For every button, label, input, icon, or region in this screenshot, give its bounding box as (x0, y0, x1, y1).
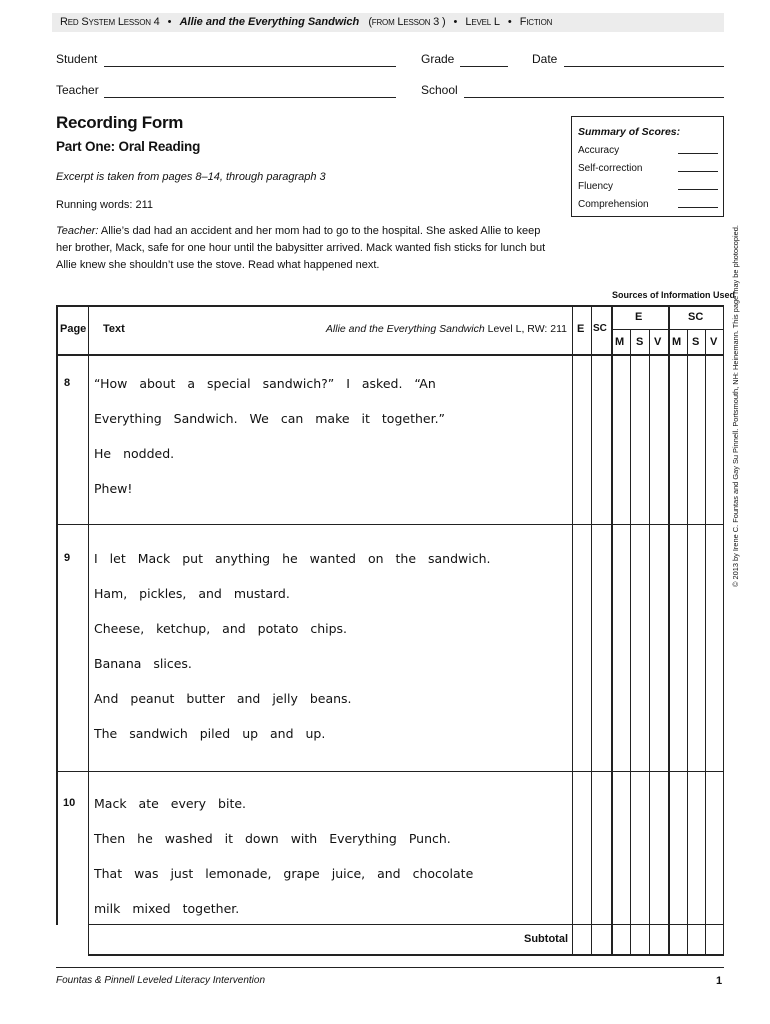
summary-row-fluency (578, 181, 718, 192)
story-line: Then he washed it down with Everything Punch. (94, 831, 451, 846)
teacher-intro (56, 223, 556, 274)
story-line: Ham, pickles, and mustard. (94, 586, 290, 601)
school-field[interactable] (464, 97, 724, 98)
table-border-left (56, 305, 58, 925)
student-field[interactable] (104, 66, 396, 67)
story-line: The sandwich piled up and up. (94, 726, 326, 741)
accuracy-score-field[interactable] (678, 153, 718, 154)
from-lesson: (from Lesson 3 ) (368, 16, 446, 28)
msv-col-divider (705, 329, 706, 955)
e-column-header: E (577, 323, 585, 335)
sources-label: Sources of Information Used (612, 290, 736, 300)
header-separator: • (507, 16, 512, 28)
date-field[interactable] (564, 66, 724, 67)
msv-col-divider (630, 329, 631, 955)
date-label: Date (532, 52, 558, 66)
book-title-header: Allie and the Everything Sandwich (325, 323, 485, 335)
msv-header-s: S (636, 336, 644, 348)
sc-column-header: SC (593, 323, 607, 334)
summary-row-label: Fluency (578, 181, 614, 192)
footer-page-number: 1 (716, 975, 723, 987)
summary-row-label: Self-correction (578, 163, 643, 174)
footer-rule (56, 967, 724, 968)
self-correction-score-field[interactable] (678, 171, 718, 172)
teacher-intro-text: Allie’s dad had an accident and her mom had to go to the hospital. She asked Allie to keep her brother, Mack, safe for one hour until the babysitter arrived. Mack wanted fish sticks for lunch but Allie knew she shouldn’t use the stove. Read what happened next. (56, 225, 546, 271)
table-border-top (56, 305, 724, 307)
summary-row-comprehension (578, 199, 718, 210)
page-col-divider (88, 305, 89, 955)
series-label: Red System Lesson 4 (60, 16, 160, 28)
copyright-notice (728, 205, 748, 587)
story-line: Cheese, ketchup, and potato chips. (94, 621, 348, 636)
teacher-field[interactable] (104, 97, 396, 98)
msv-col-divider (649, 329, 650, 955)
book-level-info: Level L, RW: 211 (487, 323, 567, 335)
story-line: I let Mack put anything he wanted on the sandwich. (94, 551, 491, 566)
e-col-divider (572, 305, 573, 955)
text-column-header: Text (103, 323, 125, 335)
sc-group-header: SC (688, 311, 704, 323)
story-line: He nodded. (94, 446, 175, 461)
summary-row-self-correction (578, 163, 718, 174)
summary-row-accuracy (578, 145, 718, 156)
footer-program: Fountas & Pinnell Leveled Literacy Intervention (56, 975, 266, 986)
msv-header-m: M (615, 336, 625, 348)
header-separator: • (453, 16, 458, 28)
comprehension-score-field[interactable] (678, 207, 718, 208)
form-title: Recording Form (56, 113, 184, 132)
msv-header-v: V (654, 336, 662, 348)
story-line: Mack ate every bite. (94, 796, 247, 811)
msv-header-m: M (672, 336, 682, 348)
page-number: 10 (63, 797, 76, 809)
row-divider (56, 524, 724, 525)
table-border-right (723, 305, 725, 955)
story-line: Everything Sandwich. We can make it together.” (94, 411, 446, 426)
page-column-header: Page (60, 323, 87, 335)
row-divider (56, 771, 724, 772)
copyright-text: © 2013 by Irene C. Fountas and Gay Su Pinnell. Portsmouth, NH: Heinemann. This page may be photocopied. (731, 225, 740, 587)
grade-label: Grade (421, 52, 455, 66)
book-level-header (326, 323, 567, 335)
fluency-score-field[interactable] (678, 189, 718, 190)
msv-group-divider (668, 305, 670, 955)
summary-of-scores (571, 116, 724, 217)
excerpt-note: Excerpt is taken from pages 8–14, through paragraph 3 (56, 171, 326, 183)
header-band (52, 13, 724, 32)
running-words: Running words: 211 (56, 199, 154, 211)
grade-field[interactable] (460, 66, 508, 67)
group-header-divider (611, 329, 724, 330)
story-line: Phew! (94, 481, 133, 496)
page-number: 8 (64, 377, 71, 389)
story-line: And peanut butter and jelly beans. (94, 691, 352, 706)
teacher-intro-label: Teacher: (56, 225, 99, 237)
recording-table (56, 305, 724, 955)
summary-row-label: Comprehension (578, 199, 649, 210)
story-line: That was just lemonade, grape juice, and chocolate (94, 866, 474, 881)
table-border-bottom (88, 954, 724, 956)
story-line: milk mixed together. (94, 901, 240, 916)
student-label: Student (56, 52, 98, 66)
msv-header-s: S (692, 336, 700, 348)
story-line: “How about a special sandwich?” I asked. “An (94, 376, 436, 391)
summary-row-label: Accuracy (578, 145, 620, 156)
msv-group-divider (611, 305, 613, 955)
page-number: 9 (64, 552, 71, 564)
subtotal-label: Subtotal (524, 933, 568, 945)
e-group-header: E (635, 311, 643, 323)
part-title: Part One: Oral Reading (56, 139, 201, 154)
subtotal-divider (88, 924, 724, 925)
sc-col-divider (591, 305, 592, 955)
header-separator: • (167, 16, 172, 28)
msv-col-divider (687, 329, 688, 955)
msv-header-v: V (710, 336, 718, 348)
summary-title: Summary of Scores: (578, 126, 681, 138)
book-title: Allie and the Everything Sandwich (179, 16, 360, 28)
teacher-label: Teacher (56, 83, 99, 97)
story-line: Banana slices. (94, 656, 192, 671)
genre-label: Fiction (519, 16, 553, 28)
school-label: School (421, 83, 458, 97)
level-label: Level L (465, 16, 500, 28)
header-divider (56, 354, 724, 356)
